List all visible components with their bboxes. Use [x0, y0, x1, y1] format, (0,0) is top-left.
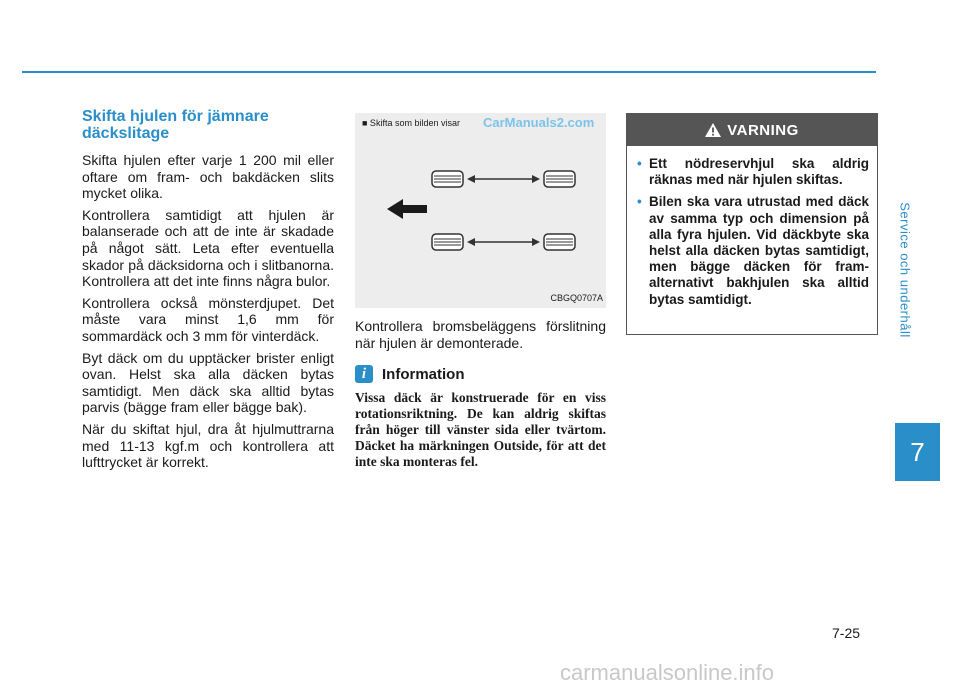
page-number: 7-25 [832, 625, 861, 641]
figure-site-label: CarManuals2.com [483, 115, 595, 130]
tire-rear-left-icon [432, 234, 463, 250]
section-heading: Skifta hjulen för jämnare däckslitage [82, 108, 269, 142]
tire-front-left-icon [432, 171, 463, 187]
left-column [82, 108, 334, 476]
section-title-vertical [895, 120, 915, 420]
warning-triangle-icon [705, 123, 721, 137]
information-text: Vissa däck är konstruerade för en viss rotationsriktning. De kan aldrig skiftas från höger till vänster sida eller tvärtom. Däcket ha märkningen Outside, för att det inte ska monteras fel. [355, 390, 606, 470]
paragraph-replace-tires: Byt däck om du upptäcker brister enligt ovan. Helst ska alla däcken bytas samtidigt. Men däck ska alltid bytas parvis (bägge fram eller bägge bak). [82, 349, 334, 416]
tire-rotation-figure [355, 113, 606, 308]
warning-item: • Bilen ska vara utrustad med däck av samma typ och dimension på alla fyra hjulen. Vid däckbyte ska helst alla däcken bytas samtidigt, men bägge däcken för fram- alternativt bakhjulen ska alltid bytas samtidigt. [637, 194, 869, 307]
section-title-text: Service och underhåll [897, 202, 913, 338]
tire-rotation-diagram [355, 113, 606, 308]
paragraph-tread-depth: Kontrollera också mönsterdjupet. Det måste vara minst 1,6 mm för sommardäck och 3 mm för vinterdäck. [82, 294, 334, 344]
middle-column [355, 113, 606, 470]
paragraph-rotation-interval: Skifta hjulen efter varje 1 200 mil eller oftare om fram- och bakdäcken slits mycket olika. [82, 152, 334, 202]
paragraph-torque: När du skiftat hjul, dra åt hjulmuttrarna med 11-13 kgf.m och kontrollera att lufttrycket är korrekt. [82, 420, 334, 471]
paragraph-balance-check: Kontrollera samtidigt att hjulen är balanserade och att de inte är skadade på något sätt. Leta efter eventuella skador på däcksidorna och i slitbanorna. Kontrollera att det inte finns några bulor. [82, 206, 334, 290]
tire-front-right-icon [544, 171, 575, 187]
warning-title: VARNING [727, 121, 799, 139]
brake-pad-paragraph: Kontrollera bromsbeläggens förslitning när hjulen är demonterade. [355, 318, 606, 351]
warning-header [627, 114, 877, 146]
forward-direction-arrow-icon [387, 199, 427, 219]
tire-rear-right-icon [544, 234, 575, 250]
front-swap-arrow-icon [467, 175, 540, 183]
top-rule [22, 71, 876, 73]
info-icon: i [355, 365, 373, 383]
chapter-number: 7 [910, 436, 925, 467]
warning-box [626, 113, 878, 335]
warning-item: • Ett nödreservhjul ska aldrig räknas med när hjulen skiftas. [637, 156, 869, 188]
warning-list [627, 156, 877, 308]
chapter-tab [895, 423, 940, 481]
rear-swap-arrow-icon [467, 238, 540, 246]
information-title: Information [382, 365, 465, 383]
figure-caption: ■ Skifta som bilden visar [362, 118, 460, 128]
figure-code: CBGQ0707A [550, 293, 603, 303]
watermark: carmanualsonline.info [560, 660, 775, 685]
information-heading [355, 365, 606, 383]
